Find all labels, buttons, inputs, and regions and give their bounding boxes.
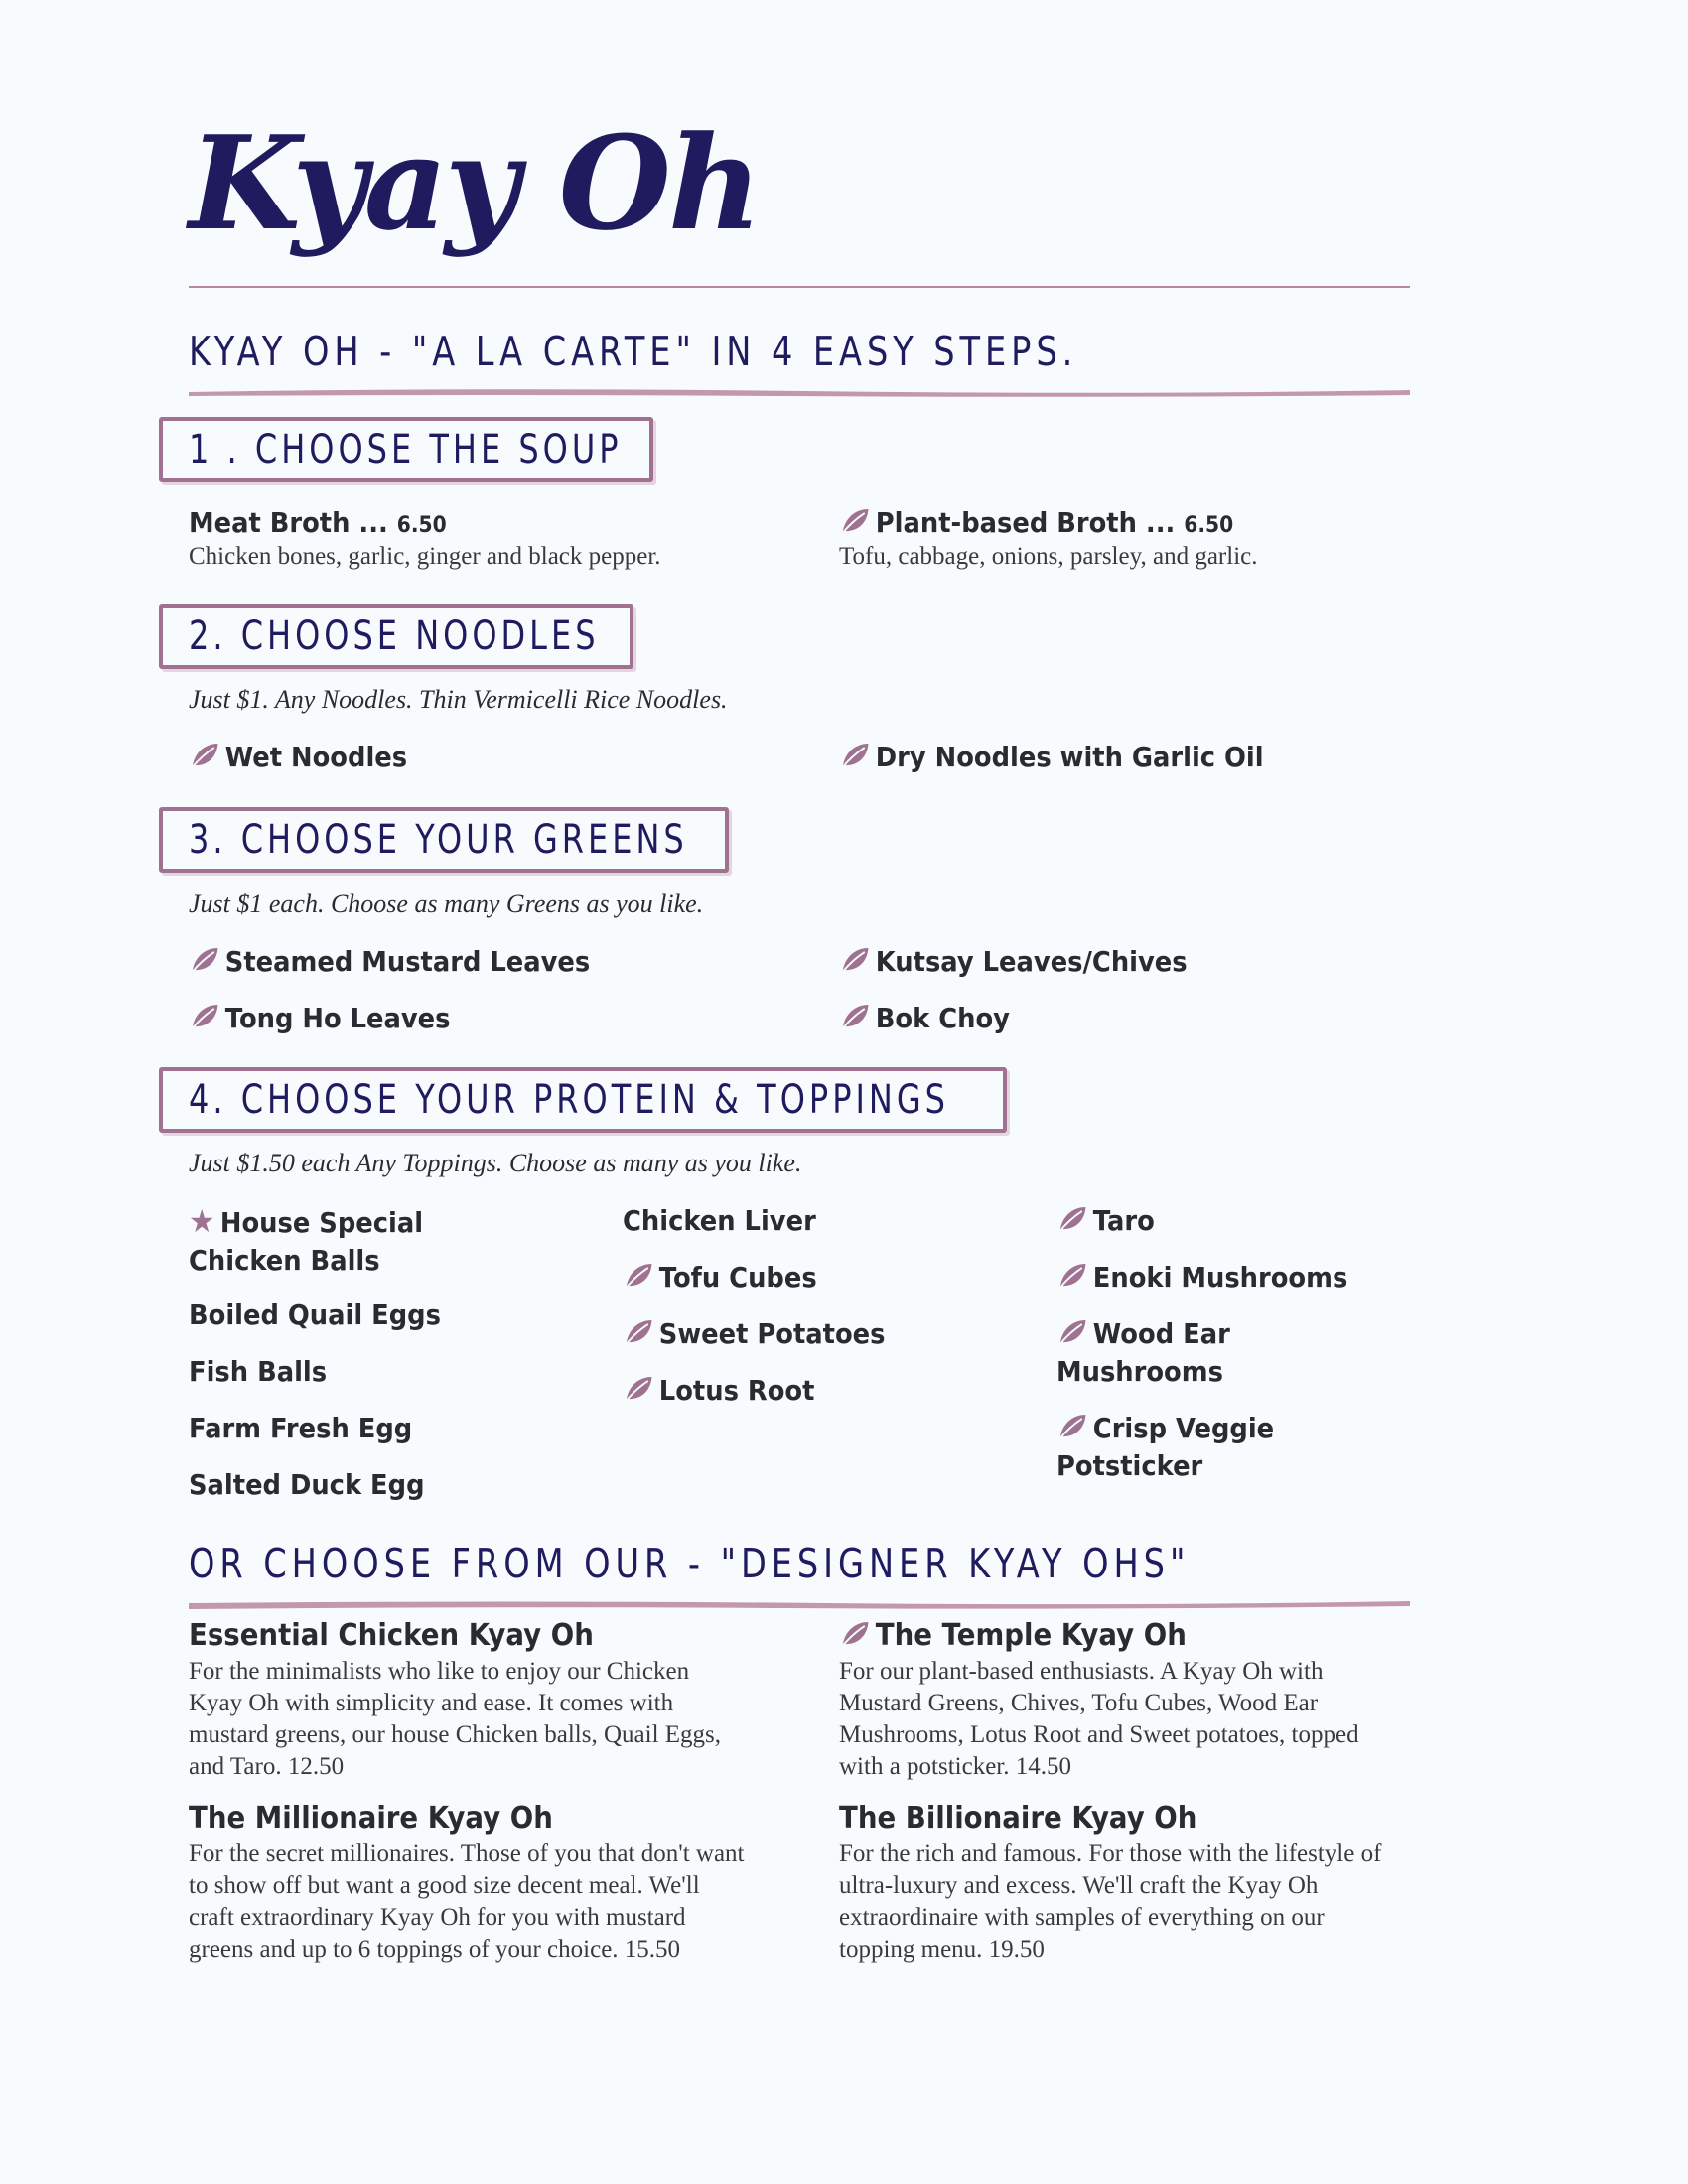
topping-quail-eggs: Boiled Quail Eggs <box>189 1298 441 1331</box>
leaf-icon <box>623 1261 653 1291</box>
soup-plant-broth-desc: Tofu, cabbage, onions, parsley, and garlic. <box>839 543 1258 570</box>
brush-underline <box>189 1598 1410 1610</box>
leaf-icon <box>839 506 870 536</box>
step-2-title: 2. CHOOSE NOODLES <box>189 614 600 659</box>
leaf-icon <box>623 1374 653 1404</box>
designer-billionaire-title: The Billionaire Kyay Oh <box>839 1801 1197 1836</box>
designer-temple-desc: For our plant-based enthusiasts. A Kyay Oh with Mustard Greens, Chives, Tofu Cubes, Wood Ear Mushrooms, Lotus Root and Sweet potatoes, topped with a potsticker. 14.50 <box>839 1658 1359 1780</box>
item-name: Wet Noodles <box>224 741 408 773</box>
topping-taro <box>1056 1202 1155 1240</box>
soup-meat-broth <box>189 504 447 545</box>
greens-tong-ho <box>189 1000 450 1037</box>
topping-potsticker <box>1056 1410 1294 1485</box>
item-name: Tofu Cubes <box>658 1261 817 1294</box>
item-name: Lotus Root <box>658 1374 815 1407</box>
item-name: Sweet Potatoes <box>658 1317 886 1350</box>
item-name: Tong Ho Leaves <box>224 1002 451 1034</box>
step-3-header <box>159 807 729 873</box>
step-3-note: Just $1 each. Choose as many Greens as you like. <box>189 889 704 918</box>
leaf-icon <box>839 1619 870 1649</box>
leaf-icon <box>189 741 219 770</box>
designer-essential-title: Essential Chicken Kyay Oh <box>189 1618 594 1653</box>
step-4-note: Just $1.50 each Any Toppings. Choose as many as you like. <box>189 1149 802 1177</box>
greens-bok-choy <box>839 1000 1010 1037</box>
greens-mustard <box>189 943 590 981</box>
step-4-header <box>159 1067 1007 1133</box>
leaf-icon <box>623 1317 653 1347</box>
step-1-title: 1 . CHOOSE THE SOUP <box>189 427 623 473</box>
step-2-header <box>159 604 633 669</box>
soup-meat-broth-desc: Chicken bones, garlic, ginger and black pepper. <box>189 543 661 570</box>
step-4-title: 4. CHOOSE YOUR PROTEIN & TOPPINGS <box>189 1077 949 1123</box>
noodles-dry <box>839 739 1264 776</box>
item-name: Enoki Mushrooms <box>1092 1261 1348 1294</box>
topping-farm-egg: Farm Fresh Egg <box>189 1412 413 1444</box>
brand-logo: Kyay Oh <box>189 107 760 259</box>
leaf-icon <box>839 741 870 770</box>
designer-billionaire-desc: For the rich and famous. For those with the lifestyle of ultra-luxury and excess. We'll craft the Kyay Oh extraordinaire with samples of everything on our topping menu. 19.50 <box>839 1841 1382 1963</box>
topping-wood-ear <box>1056 1315 1276 1391</box>
designer-millionaire-desc: For the secret millionaires. Those of you that don't want to show off but want a good size decent meal. We'll craft extraordinary Kyay Oh for you with mustard greens and up to 6 toppings of your choice. 15.50 <box>189 1841 745 1963</box>
item-name: Wood Ear Mushrooms <box>1056 1317 1230 1388</box>
item-name: Plant-based Broth ... <box>875 506 1185 539</box>
topping-tofu-cubes <box>623 1259 817 1297</box>
designer-temple-title <box>839 1618 1187 1653</box>
header-divider <box>189 286 1410 288</box>
item-name: Meat Broth ... <box>189 506 397 539</box>
item-name: Bok Choy <box>875 1002 1010 1034</box>
item-price: 6.50 <box>396 513 447 538</box>
step-2-note: Just $1. Any Noodles. Thin Vermicelli Rice Noodles. <box>189 685 728 714</box>
leaf-icon <box>1056 1317 1087 1347</box>
leaf-icon <box>189 945 219 975</box>
leaf-icon <box>839 945 870 975</box>
designer-essential-desc: For the minimalists who like to enjoy our Chicken Kyay Oh with simplicity and ease. It comes with mustard greens, our house Chicken balls, Quail Eggs, and Taro. 12.50 <box>189 1658 722 1780</box>
item-name: Taro <box>1092 1204 1155 1237</box>
soup-plant-broth <box>839 504 1233 545</box>
menu-page <box>189 0 1410 2184</box>
designer-millionaire-title: The Millionaire Kyay Oh <box>189 1801 553 1836</box>
item-name: Steamed Mustard Leaves <box>224 945 591 978</box>
noodles-wet <box>189 739 407 776</box>
intro-heading: KYAY OH - "A LA CARTE" IN 4 EASY STEPS. <box>189 328 1078 375</box>
topping-chicken-liver: Chicken Liver <box>623 1204 816 1237</box>
item-name: Kutsay Leaves/Chives <box>875 945 1188 978</box>
item-name: House Special Chicken Balls <box>189 1206 424 1277</box>
item-name: Dry Noodles with Garlic Oil <box>875 741 1264 773</box>
leaf-icon <box>1056 1261 1087 1291</box>
topping-enoki <box>1056 1259 1347 1297</box>
leaf-icon <box>1056 1412 1087 1441</box>
step-1-header <box>159 417 653 482</box>
topping-lotus-root <box>623 1372 814 1410</box>
star-icon: ★ <box>189 1202 215 1240</box>
topping-fish-balls: Fish Balls <box>189 1355 328 1388</box>
item-name: Crisp Veggie Potsticker <box>1056 1412 1275 1482</box>
leaf-icon <box>1056 1204 1087 1234</box>
item-name: The Temple Kyay Oh <box>875 1618 1187 1653</box>
topping-duck-egg: Salted Duck Egg <box>189 1468 425 1501</box>
greens-kutsay <box>839 943 1188 981</box>
brush-underline <box>189 386 1410 398</box>
step-3-title: 3. CHOOSE YOUR GREENS <box>189 817 688 863</box>
leaf-icon <box>189 1002 219 1031</box>
designer-heading: OR CHOOSE FROM OUR - "DESIGNER KYAY OHS" <box>189 1540 1191 1587</box>
item-price: 6.50 <box>1184 513 1234 538</box>
topping-sweet-potatoes <box>623 1315 885 1353</box>
topping-house-special <box>189 1202 463 1280</box>
leaf-icon <box>839 1002 870 1031</box>
